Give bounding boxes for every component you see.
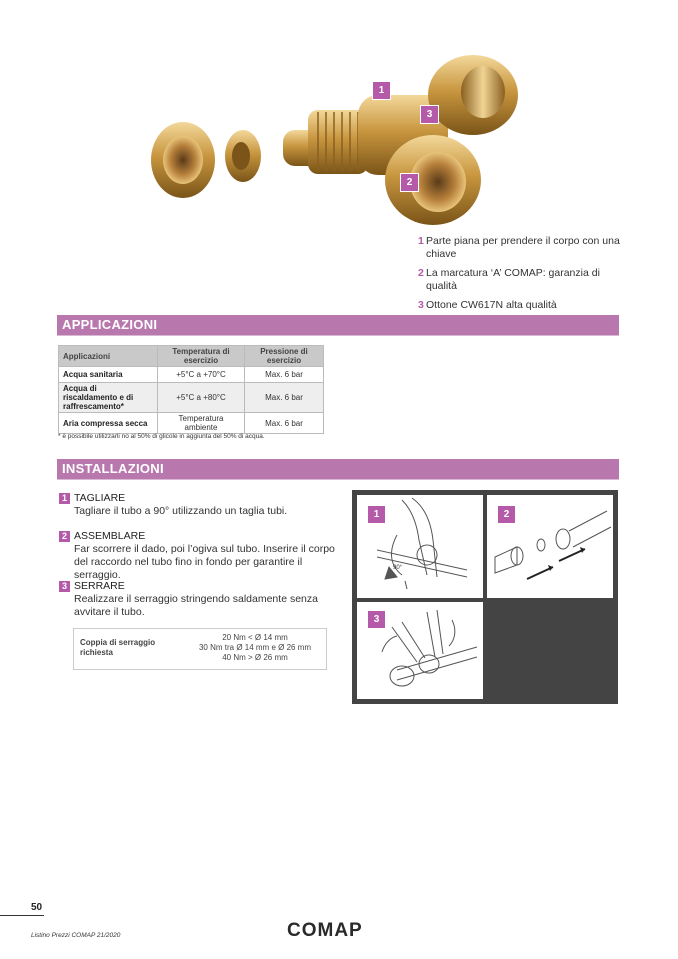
step-title: TAGLIARE bbox=[74, 492, 126, 504]
step-title: ASSEMBLARE bbox=[74, 530, 146, 542]
legend-number: 1 bbox=[418, 235, 424, 247]
table-cell: +5°C a +70°C bbox=[158, 367, 245, 383]
installation-illustrations bbox=[352, 490, 618, 704]
torque-label: Coppia di serraggio richiesta bbox=[80, 638, 156, 657]
table-row bbox=[59, 367, 324, 383]
legend-text: Ottone CW617N alta qualità bbox=[426, 299, 557, 311]
column-header: Temperatura di esercizio bbox=[158, 346, 245, 367]
table-row bbox=[59, 383, 324, 413]
table-cell: Aria compressa secca bbox=[59, 413, 158, 434]
illustration-badge-3: 3 bbox=[368, 611, 385, 628]
torque-values bbox=[184, 629, 326, 669]
applicazioni-header: APPLICAZIONI bbox=[57, 315, 619, 335]
step-title: SERRARE bbox=[74, 580, 125, 592]
table-footnote: * è possibile utilizzarli no al 50% di glicole in aggiunta del 50% di acqua. bbox=[58, 433, 265, 440]
callout-badge-3: 3 bbox=[420, 105, 439, 124]
illustration-badge-2: 2 bbox=[498, 506, 515, 523]
photo-legend bbox=[418, 235, 628, 318]
callout-badge-2: 2 bbox=[400, 173, 419, 192]
legend-number: 2 bbox=[418, 267, 424, 279]
table-cell: Acqua sanitaria bbox=[59, 367, 158, 383]
callout-badge-1: 1 bbox=[372, 81, 391, 100]
comap-logo: COMAP bbox=[287, 920, 363, 941]
install-step-3 bbox=[59, 580, 339, 619]
table-cell: Max. 6 bar bbox=[245, 383, 324, 413]
table-cell: Temperatura ambiente bbox=[158, 413, 245, 434]
footer-text: Listino Prezzi COMAP 21/2020 bbox=[31, 932, 121, 939]
table-cell: +5°C a +80°C bbox=[158, 383, 245, 413]
table-cell: Max. 6 bar bbox=[245, 367, 324, 383]
step-description: Far scorrere il dado, poi l’ogiva sul tubo. Inserire il corpo del raccordo nel tubo fino in fondo per garantire il serraggio. bbox=[74, 543, 335, 581]
table-cell: Max. 6 bar bbox=[245, 413, 324, 434]
legend-item bbox=[418, 267, 628, 293]
page-number: 50 bbox=[31, 902, 43, 913]
column-header: Applicazioni bbox=[59, 346, 158, 367]
step-description: Tagliare il tubo a 90° utilizzando un taglia tubi. bbox=[74, 505, 288, 517]
page-number-rule bbox=[0, 915, 44, 916]
legend-text: La marcatura ‘A’ COMAP: garanzia di qualità bbox=[426, 267, 600, 292]
legend-text: Parte piana per prendere il corpo con una chiave bbox=[426, 235, 620, 260]
torque-value: 40 Nm > Ø 26 mm bbox=[222, 653, 288, 662]
install-step-1 bbox=[59, 492, 339, 518]
table-header-row bbox=[59, 346, 324, 367]
angle-label: 90° bbox=[393, 565, 403, 571]
install-step-2 bbox=[59, 530, 339, 582]
table-cell: Acqua di riscaldamento e di raffrescamento* bbox=[59, 383, 158, 413]
step-number: 1 bbox=[59, 493, 70, 504]
applications-table bbox=[58, 345, 324, 434]
torque-value: 30 Nm tra Ø 14 mm e Ø 26 mm bbox=[198, 643, 312, 652]
legend-item bbox=[418, 235, 628, 261]
product-photo bbox=[138, 30, 538, 230]
step-number: 3 bbox=[59, 581, 70, 592]
legend-number: 3 bbox=[418, 299, 424, 311]
torque-value: 20 Nm < Ø 14 mm bbox=[222, 633, 288, 642]
brass-tee-fitting-image bbox=[138, 30, 538, 230]
step-number: 2 bbox=[59, 531, 70, 542]
installazioni-header: INSTALLAZIONI bbox=[57, 459, 619, 479]
table-row bbox=[59, 413, 324, 434]
column-header: Pressione di esercizio bbox=[245, 346, 324, 367]
legend-item bbox=[418, 299, 628, 312]
illustration-badge-1: 1 bbox=[368, 506, 385, 523]
step-description: Realizzare il serraggio stringendo saldamente senza avvitare il tubo. bbox=[74, 593, 318, 618]
torque-table bbox=[73, 628, 327, 670]
